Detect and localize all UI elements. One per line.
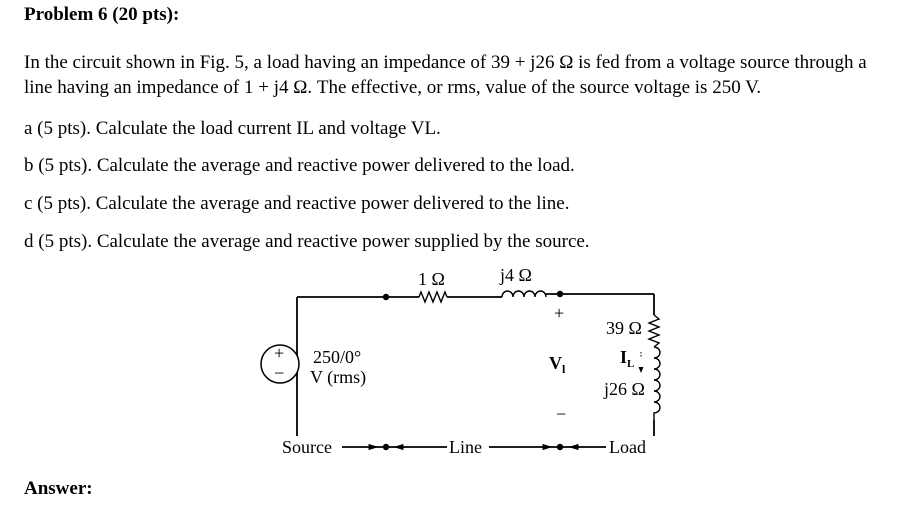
answer-label: Answer:: [24, 478, 93, 499]
question-a: a (5 pts). Calculate the load current IL and voltage VL.: [24, 118, 441, 139]
v-minus-sign: −: [556, 404, 567, 424]
line-resistance-label: 1 Ω: [418, 269, 445, 289]
region-label-source: Source: [282, 437, 332, 457]
question-b: b (5 pts). Calculate the average and reactive power delivered to the load.: [24, 155, 575, 176]
source-minus-sign: −: [274, 363, 285, 383]
line-reactance-label: j4 Ω: [500, 265, 532, 285]
node-bottom-right: [557, 444, 563, 450]
problem-statement: In the circuit shown in Fig. 5, a load having an impedance of 39 + j26 Ω is fed from a voltage source through a line having an impedance of 1 + j4 Ω. The effective, or rms, value of the source voltage is 250 V.: [24, 52, 867, 98]
question-d: d (5 pts). Calculate the average and reactive power supplied by the source.: [24, 231, 590, 252]
load-current-label: $I_L$: [620, 347, 635, 370]
load-inductor: [654, 347, 660, 420]
source-voltage-value: 250/0°: [313, 347, 362, 367]
source-voltage-unit: V (rms): [310, 367, 367, 387]
region-label-line: Line: [449, 437, 482, 457]
load-resistor: [649, 315, 659, 347]
load-resistance-label: 39 Ω: [606, 318, 642, 338]
load-voltage-label: $V_l$: [549, 353, 566, 376]
load-reactance-label: j26 Ω: [604, 379, 645, 399]
line-resistor: [419, 292, 447, 302]
question-c: c (5 pts). Calculate the average and reactive power delivered to the line.: [24, 193, 570, 214]
arrow-left-icon: [570, 445, 578, 450]
node-top-left: [383, 294, 389, 300]
arrow-right-icon: [369, 445, 377, 450]
top-wire: [297, 294, 654, 297]
line-inductor: [502, 291, 546, 297]
source-plus-sign: +: [274, 343, 285, 363]
node-top-right: [557, 291, 563, 297]
arrow-left-icon: [395, 445, 403, 450]
v-plus-sign: +: [554, 303, 565, 323]
node-bottom-left: [383, 444, 389, 450]
region-label-load: Load: [609, 437, 646, 457]
problem-title: Problem 6 (20 pts):: [24, 4, 180, 25]
current-arrow-icon: [639, 352, 644, 373]
arrow-right-icon: [543, 445, 551, 450]
